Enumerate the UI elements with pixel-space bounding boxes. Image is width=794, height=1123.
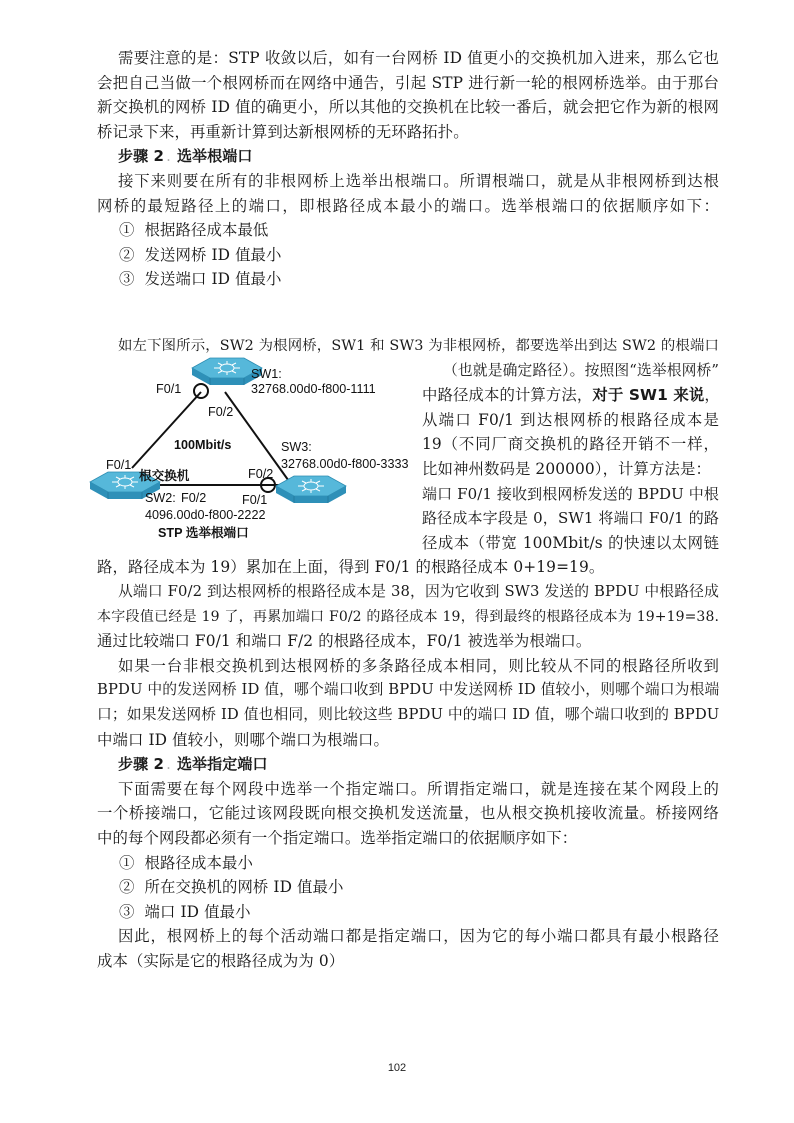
link-speed-label: 100Mbit/s: [174, 438, 232, 452]
stp-root-port-diagram: [88, 352, 410, 547]
list-text: 发送网桥 ID 值最小: [144, 245, 282, 264]
list-text: 发送端口 ID 值最小: [144, 270, 282, 289]
sw3-bridge-id: 32768.00d0-f800-3333: [281, 457, 409, 471]
paragraph-6-line-2: 一个桥接端口，它能过该网段既向根交换机发送流量，也从根交换机接收流量。桥接网络: [97, 804, 719, 823]
sw2-port-f02-label: F0/2: [181, 491, 207, 505]
root-port-marker-sw1: [194, 384, 208, 398]
paragraph-4-line-1: 从端口 F0/2 到达根网桥的根路径成本是 38，因为它收到 SW3 发送的 BPDU 中根路径成: [118, 583, 719, 600]
step-number: 步骤 2: [118, 147, 165, 166]
sw3-port-f02-label: F0/2: [248, 467, 274, 481]
paragraph-4-line-2: 本字段值已经是 19 了，再累加端口 F0/2 的路径成本 19，得到最终的根路径成本为 19+19=38.: [97, 608, 719, 625]
paragraph-2-line-2: 网桥的最短路径上的端口，即根路径成本最小的端口。选举根端口的依据顺序如下：: [97, 196, 719, 215]
link-sw2-sw1: [132, 392, 201, 468]
sw1-port-f01-label: F0/1: [156, 382, 182, 396]
text-run: 中路径成本的计算方法，: [422, 386, 593, 405]
list-text: 根路径成本最小: [144, 853, 253, 872]
switch-sw3-icon: [276, 476, 346, 503]
paragraph-3-right-line-7: 路径成本字段是 0，SW1 将端口 F0/1 的路: [422, 509, 719, 528]
paragraph-3-right-line-2: [422, 383, 719, 408]
sw3-port-f01-label: F0/1: [242, 493, 268, 507]
list-text: 所在交换机的网桥 ID 值最小: [144, 878, 344, 897]
figure-caption: STP 选举根端口: [158, 526, 249, 540]
paragraph-3-right-line-5: 比如神州数码是 200000），计算方法是：: [422, 460, 712, 478]
paragraph-5-line-2: BPDU 中的发送网桥 ID 值，哪个端口收到 BPDU 中发送网桥 ID 值较小，则哪个端口为根端: [97, 681, 720, 699]
step-title: 选举指定端口: [176, 755, 268, 774]
designated-port-criterion-2: [97, 875, 719, 900]
sw3-name: SW3:: [281, 440, 312, 454]
sw1-port-f02-label: F0/2: [208, 405, 234, 419]
list-number: ②: [119, 245, 135, 264]
paragraph-3-right-line-6: 端口 F0/1 接收到根网桥发送的 BPDU 中根: [422, 484, 719, 503]
paragraph-2-line-1: 接下来则要在所有的非根网桥上选举出根端口。所谓根端口，就是从非根网桥到达根: [118, 172, 719, 190]
paragraph-4-line-3: 通过比较端口 F0/1 和端口 F/2 的根路径成本，F0/1 被选举为根端口。: [97, 632, 592, 651]
root-port-criterion-1: [97, 218, 719, 243]
root-port-criterion-2: [97, 243, 719, 268]
paragraph-3-right-line-8: 径成本（带宽 100Mbit/s 的快速以太网链: [422, 533, 719, 552]
list-number: ①: [119, 221, 135, 240]
paragraph-5-line-4: 中端口 ID 值较小，则哪个端口为根端口。: [97, 730, 389, 749]
paragraph-7-line-1: 因此，根网桥上的每个活动端口都是指定端口，因为它的每小端口都具有最小根路径: [118, 927, 719, 946]
paragraph-1-line-4: 桥记录下来，再重新计算到达新根网桥的无环路拓扑。: [97, 122, 469, 141]
paragraph-3-right-line-1: （也就是确定路径）。按照图“选举根网桥”: [443, 361, 720, 379]
paragraph-3-last-line: 路，路径成本为 19）累加在上面，得到 F0/1 的根路径成本 0+19=19。: [97, 558, 605, 577]
paragraph-6-line-3: 中的每个网段都必须有一个指定端口。选举指定端口的依据顺序如下：: [97, 829, 578, 847]
paragraph-6-line-1: 下面需要在每个网段中选举一个指定端口。所谓指定端口，就是连接在某个网段上的: [118, 779, 719, 798]
paragraph-7-line-2: 成本（实际是它的根路径成为为 0）: [97, 952, 345, 970]
list-text: 根据路径成本最低: [144, 221, 269, 240]
text-run: ，: [704, 386, 720, 405]
sw1-name: SW1:: [251, 367, 282, 381]
list-number: ③: [119, 270, 135, 289]
list-number: ③: [119, 902, 135, 921]
list-text: 端口 ID 值最小: [144, 902, 251, 921]
sw2-port-f01-label: F0/1: [106, 458, 132, 472]
step-number: 步骤 2: [118, 755, 165, 774]
step-heading-designated-port: 步骤 2 . 选举指定端口: [118, 755, 268, 774]
bold-emphasis: 对于 SW1 来说: [592, 386, 705, 405]
page-number: 102: [387, 1062, 407, 1074]
root-switch-label: 根交换机: [139, 469, 190, 483]
sw2-bridge-id: 4096.00d0-f800-2222: [145, 508, 266, 522]
step-heading-root-port: 步骤 2 . 选举根端口: [118, 147, 253, 166]
list-number: ②: [119, 878, 135, 897]
designated-port-criterion-1: [97, 851, 719, 876]
paragraph-1-line-2: 会把自己当做一个根网桥而在网络中通告，引起 STP 进行新一轮的根网桥选举。由于那台: [97, 73, 719, 92]
root-port-criterion-3: [97, 267, 719, 292]
designated-port-criterion-3: [97, 900, 719, 925]
paragraph-1-line-3: 新交换机的网桥 ID 值的确更小，所以其他的交换机在比较一番后，就会把它作为新的根网: [97, 98, 719, 117]
paragraph-5-line-1: 如果一台非根交换机到达根网桥的多条路径成本相同，则比较从不同的根路径所收到: [118, 656, 719, 675]
sw2-name: SW2:: [145, 491, 176, 505]
paragraph-3-right-line-3: 从端口 F0/1 到达根网桥的根路径成本是: [422, 410, 719, 429]
step-title: 选举根端口: [176, 147, 253, 166]
paragraph-1-line-1: 需要注意的是：STP 收敛以后，如有一台网桥 ID 值更小的交换机加入进来，那么它也: [118, 49, 719, 67]
paragraph-3-line-1: 如左下图所示，SW2 为根网桥，SW1 和 SW3 为非根网桥，都要选举出到达 SW2 的根端口: [118, 338, 719, 354]
sw1-bridge-id: 32768.00d0-f800-1111: [251, 382, 376, 396]
paragraph-3-right-line-4: 19（不同厂商交换机的路径开销不一样，: [422, 435, 719, 454]
paragraph-5-line-3: 口；如果发送网桥 ID 值也相同，则比较这些 BPDU 中的端口 ID 值，哪个端口收到的 BPDU: [97, 706, 720, 723]
list-number: ①: [119, 853, 135, 872]
